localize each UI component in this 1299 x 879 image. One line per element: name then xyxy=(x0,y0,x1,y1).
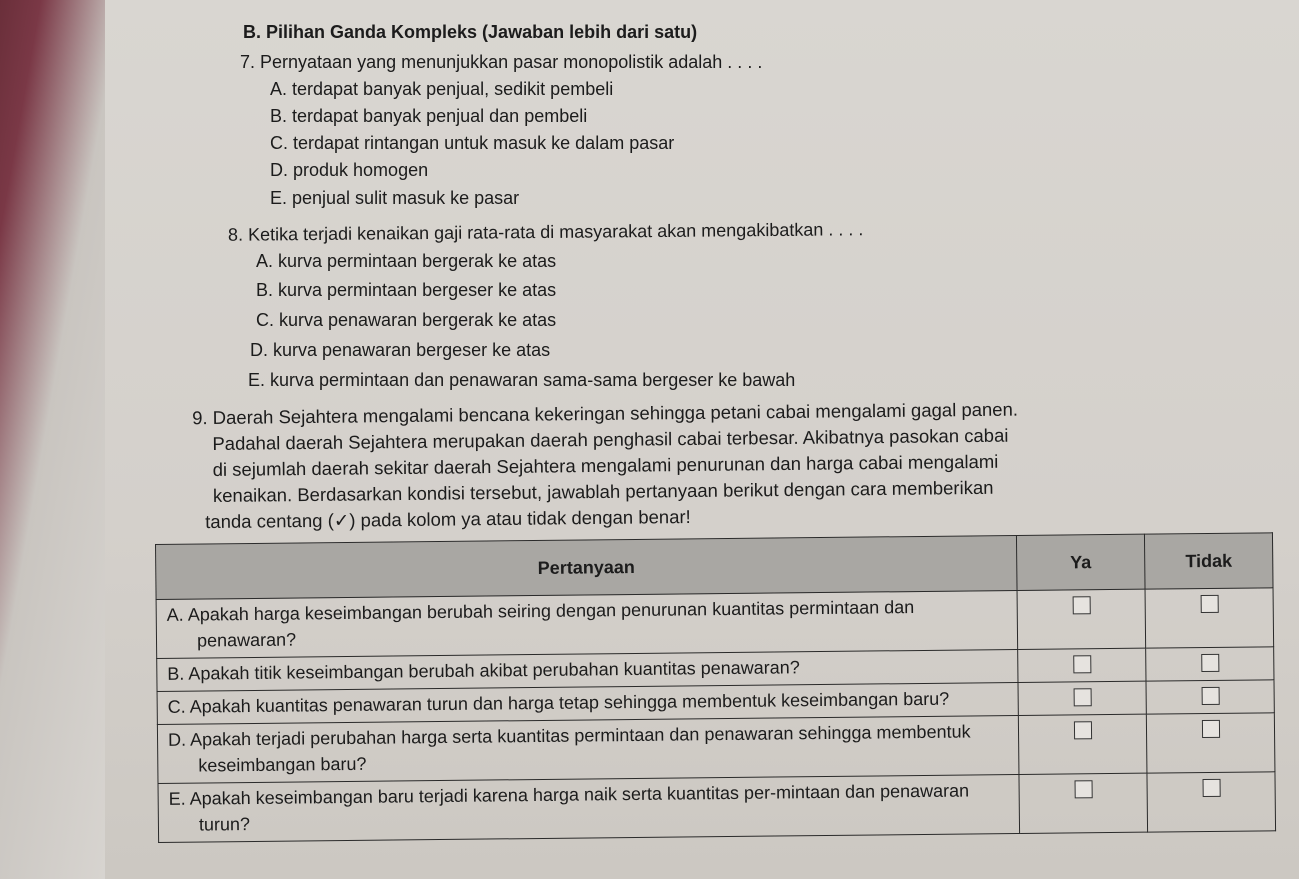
question-a: A. Apakah harga keseimbangan berubah seiring dengan penurunan kuantitas permintaan dan penawaran? xyxy=(156,590,1018,658)
question-e: E. Apakah keseimbangan baru terjadi karena harga naik serta kuantitas per-mintaan dan penawaran turun? xyxy=(158,774,1020,842)
question-9-text xyxy=(192,394,1273,535)
ya-checkbox-e[interactable] xyxy=(1074,780,1092,798)
ya-checkbox-d[interactable] xyxy=(1073,721,1091,739)
q7-option-c: C. terdapat rintangan untuk masuk ke dalam pasar xyxy=(270,133,675,153)
question-7-stem: 7. Pernyataan yang menunjukkan pasar monopolistik adalah . . . . xyxy=(240,52,763,72)
ya-cell-a xyxy=(1017,589,1146,649)
q7-option-b: B. terdapat banyak penjual dan pembeli xyxy=(270,106,588,126)
question-d: D. Apakah terjadi perubahan harga serta kuantitas permintaan dan penawaran sehingga membentuk keseimbangan baru? xyxy=(157,715,1019,783)
q9-line-5: tanda centang (✓) pada kolom ya atau tidak dengan benar! xyxy=(205,505,691,533)
q7-option-d: D. produk homogen xyxy=(270,160,429,180)
header-tidak: Tidak xyxy=(1144,533,1273,589)
q9-line-1: 9. Daerah Sejahtera mengalami bencana kekeringan sehingga petani cabai mengalami gagal panen. xyxy=(192,398,1019,429)
tidak-checkbox-c[interactable] xyxy=(1201,687,1219,705)
tidak-cell-d xyxy=(1146,713,1275,773)
ya-checkbox-b[interactable] xyxy=(1073,655,1091,673)
tidak-cell-b xyxy=(1146,647,1274,681)
table-row xyxy=(158,772,1276,843)
q7-option-e: E. penjual sulit masuk ke pasar xyxy=(270,188,520,208)
ya-cell-b xyxy=(1018,648,1146,682)
question-c: C. Apakah kuantitas penawaran turun dan harga tetap sehingga membentuk keseimbangan baru? xyxy=(157,682,1018,724)
q9-line-4: kenaikan. Berdasarkan kondisi tersebut, jawablah pertanyaan berikut dengan cara memberikan xyxy=(212,476,994,506)
tidak-cell-e xyxy=(1147,772,1276,832)
question-table xyxy=(155,532,1276,843)
tidak-checkbox-b[interactable] xyxy=(1201,654,1219,672)
ya-cell-c xyxy=(1018,681,1146,715)
q9-line-2: Padahal daerah Sejahtera merupakan daerah penghasil cabai terbesar. Akibatnya pasokan cabai xyxy=(212,424,1009,454)
tidak-checkbox-e[interactable] xyxy=(1202,779,1220,797)
tidak-cell-c xyxy=(1146,680,1274,714)
ya-cell-e xyxy=(1019,773,1148,833)
section-heading: B. Pilihan Ganda Kompleks (Jawaban lebih dari satu) xyxy=(243,22,698,42)
q8-option-b: B. kurva permintaan bergeser ke atas xyxy=(256,280,557,300)
header-ya: Ya xyxy=(1016,534,1145,590)
q8-option-c: C. kurva penawaran bergerak ke atas xyxy=(256,310,557,330)
question-8-stem: 8. Ketika terjadi kenaikan gaji rata-rata di masyarakat akan mengakibatkan . . . . xyxy=(227,219,864,245)
question-b: B. Apakah titik keseimbangan berubah akibat perubahan kuantitas penawaran? xyxy=(157,649,1018,691)
q8-option-e: E. kurva permintaan dan penawaran sama-sama bergeser ke bawah xyxy=(248,370,796,390)
ya-checkbox-c[interactable] xyxy=(1073,688,1091,706)
tidak-checkbox-a[interactable] xyxy=(1200,595,1218,613)
q9-line-3: di sejumlah daerah sekitar daerah Sejahtera mengalami penurunan dan harga cabai mengalami xyxy=(212,450,999,480)
ya-cell-d xyxy=(1018,714,1147,774)
tidak-checkbox-d[interactable] xyxy=(1201,720,1219,738)
q8-option-d: D. kurva penawaran bergeser ke atas xyxy=(250,340,551,360)
ya-checkbox-a[interactable] xyxy=(1072,596,1090,614)
header-pertanyaan: Pertanyaan xyxy=(156,535,1018,599)
q7-option-a: A. terdapat banyak penjual, sedikit pembeli xyxy=(270,79,614,99)
q8-option-a: A. kurva permintaan bergerak ke atas xyxy=(256,251,557,271)
tidak-cell-a xyxy=(1145,588,1274,648)
